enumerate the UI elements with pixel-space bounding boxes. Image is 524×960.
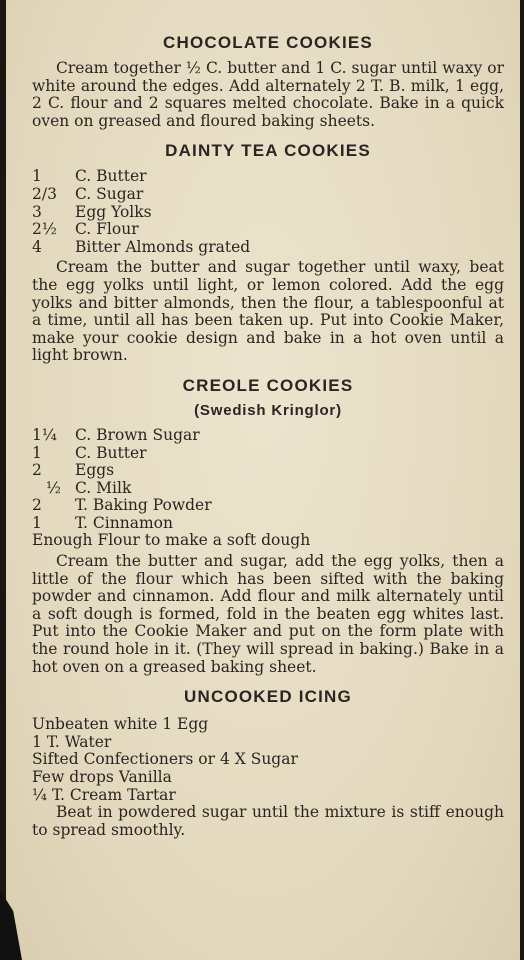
ingredient-extra: Enough Flour to make a soft dough: [32, 531, 311, 550]
ingredient-qty: 2: [32, 461, 42, 480]
icing-ingredient: Unbeaten white 1 Egg: [32, 715, 209, 734]
icing-ingredient: Few drops Vanilla: [32, 768, 172, 786]
ingredient-qty: 1: [32, 513, 42, 532]
ingredient-row: [32, 480, 504, 498]
icing-ingredient: 1 T. Water: [32, 732, 112, 751]
ingredient-qty: 1¼: [32, 425, 57, 444]
icing-ingredient: ¼ T. Cream Tartar: [32, 785, 176, 804]
creole-cookies-recipe: [32, 375, 504, 676]
ingredient-row: [32, 168, 504, 186]
recipe-instructions: Cream the butter and sugar together until waxy, beat the egg yolks until light, or lemon colored. Add the egg yolks and bitter almonds, then the flour, a tablespoonful at a time, until all has been taken up. Put into Cookie Maker, make your cookie design and bake in a hot oven until a light brown.: [32, 258, 504, 365]
ingredient-list: [32, 168, 504, 256]
recipe-page: [6, 0, 520, 960]
recipe-title: UNCOOKED ICING: [184, 687, 352, 707]
ingredient-item: C. Butter: [75, 167, 147, 186]
recipe-title: CREOLE COOKIES: [182, 375, 354, 395]
recipe-title: CHOCOLATE COOKIES: [163, 33, 373, 52]
ingredient-item: Bitter Almonds grated: [75, 237, 251, 256]
ingredient-item: C. Flour: [75, 220, 139, 239]
ingredient-row: [32, 515, 504, 533]
ingredient-item: C. Brown Sugar: [75, 425, 200, 444]
ingredient-row: [32, 186, 504, 204]
chocolate-cookies-recipe: [32, 32, 504, 130]
page-corner-shadow: [0, 890, 22, 960]
ingredient-qty: 4: [32, 237, 42, 256]
ingredient-item: Eggs: [75, 461, 115, 480]
ingredient-qty: 2½: [32, 220, 57, 239]
ingredient-item: T. Cinnamon: [75, 513, 173, 532]
recipe-instructions: Cream the butter and sugar, add the egg yolks, then a little of the flour which has been sifted with the baking powder and cinnamon. Add flour and milk alternately until a soft dough is formed, fold in the beaten egg whites last. Put into the Cookie Maker and put on the form plate with the round hole in it. (They will spread in baking.) Bake in a hot oven on a greased baking sheet.: [32, 552, 504, 676]
recipe-subtitle: (Swedish Kringlor): [194, 401, 342, 419]
ingredient-row: [32, 462, 504, 480]
icing-ingredient: Sifted Confectioners or 4 X Sugar: [32, 750, 298, 769]
ingredient-qty: 1: [32, 167, 42, 186]
ingredient-qty: 2/3: [32, 184, 57, 203]
ingredient-item: T. Baking Powder: [75, 496, 212, 515]
ingredient-item: C. Butter: [75, 443, 147, 462]
ingredient-row: [32, 239, 504, 257]
recipe-instructions: Cream together ½ C. butter and 1 C. sugar until waxy or white around the edges. Add alternately 2 T. B. milk, 1 egg, 2 C. flour and 2 squares melted chocolate. Bake in a quick oven on greased and floured baking sheets.: [32, 59, 504, 130]
dainty-tea-cookies-recipe: [32, 140, 504, 365]
ingredient-row: [32, 204, 504, 222]
ingredient-row: [32, 497, 504, 515]
ingredient-row: [32, 445, 504, 463]
ingredient-qty: 3: [32, 202, 42, 221]
ingredient-row: [32, 427, 504, 445]
ingredient-item: C. Sugar: [75, 184, 144, 203]
ingredient-item: C. Milk: [75, 478, 132, 497]
recipe-title: DAINTY TEA COOKIES: [165, 141, 371, 161]
ingredient-list: [32, 427, 504, 533]
ingredient-qty: 1: [32, 443, 42, 462]
ingredient-row: [32, 221, 504, 239]
recipe-instructions: Beat in powdered sugar until the mixture is stiff enough to spread smoothly.: [32, 803, 504, 839]
ingredient-qty: ½: [46, 478, 62, 497]
uncooked-icing-recipe: [32, 686, 504, 839]
ingredient-qty: 2: [32, 496, 42, 515]
ingredient-item: Egg Yolks: [75, 202, 152, 221]
